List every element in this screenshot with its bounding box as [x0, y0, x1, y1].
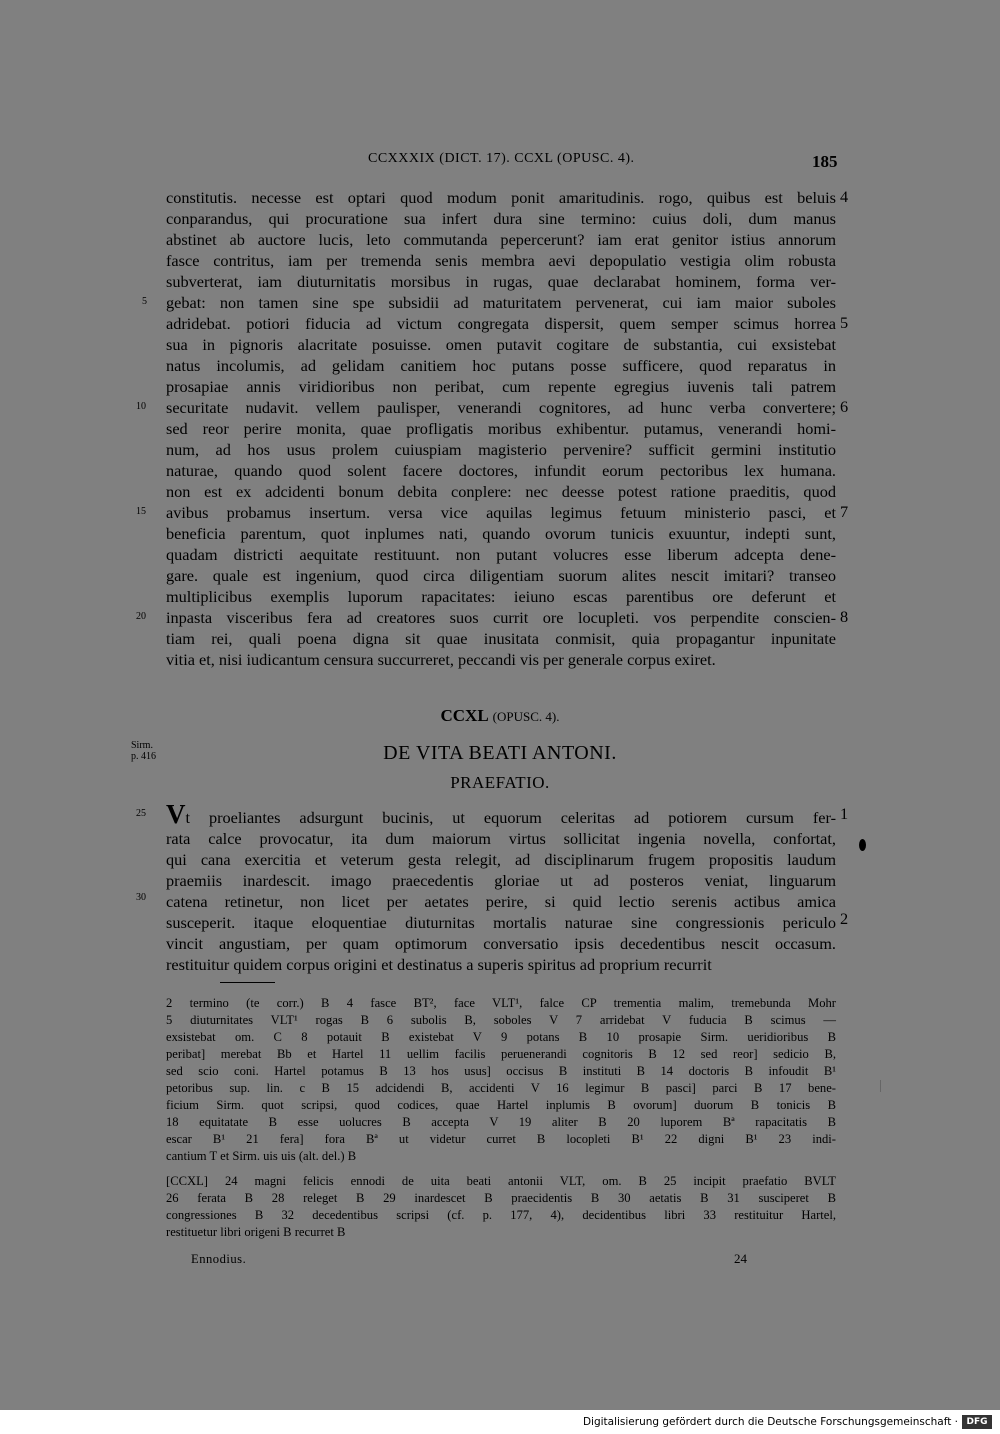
text-line: avibus probamus insertum. versa vice aquilas legimus fetuum ministerio pasci, et — [166, 503, 836, 522]
dfg-funding-text: Digitalisierung gefördert durch die Deutsche Forschungsgemeinschaft · — [582, 1416, 958, 1428]
apparatus-line: 2 termino (te corr.) B 4 fasce BT², face VLT¹, falce CP trementia malim, tremebunda Mohr — [166, 996, 836, 1010]
line-number: 30 — [136, 892, 146, 903]
section-number-margin: 6 — [840, 397, 849, 416]
signature-mark: 24 — [734, 1251, 747, 1266]
text-line: subverterat, iam diuturnitatis morsibus in rugas, quae declarabat hominem, forma ver- — [166, 272, 836, 291]
sirm-page: p. 416 — [131, 751, 156, 762]
text-line: non est ex adcidenti bonum debita conplere: nec deesse potest ratione praeditis, quod — [166, 482, 836, 501]
text-line: num, ad hos usus prolem cuiuspiam magisterio pervenire? sufficit germini institutio — [166, 440, 836, 459]
work-title: DE VITA BEATI ANTONI. — [383, 742, 617, 764]
text-line: gare. quale est ingenium, quod circa diligentiam suorum alites nescit imitari? transeo — [166, 566, 836, 585]
apparatus-line: petoribus sup. lin. c B 15 adcidendi B, accidenti V 16 legimur B pasci] parci B 17 bene- — [166, 1081, 836, 1095]
footer-author: Ennodius. — [191, 1252, 247, 1266]
text-line: multiplicibus exemplis luporum rapacitates: ieiuno escas parentibus ore deferunt et — [166, 587, 836, 606]
apparatus-line: ficium Sirm. quot scripsi, quod codices, quae Hartel inplumis B ovorum] duorum B tonicis B — [166, 1098, 836, 1112]
text-line: vitia et, nisi iudicantum censura succurreret, peccandi vis per generale corpus exiret. — [166, 650, 716, 669]
apparatus-line: 18 equitatate B esse uolucres B accepta V 19 aliter B 20 luporem Bª rapacitatis B — [166, 1115, 836, 1129]
text-line: beneficia parentum, quot inplumes nati, quando ovorum tunicis exuuntur, indepti sunt, — [166, 524, 836, 543]
text-line: sed reor perire monita, quae profligatis moribus exhibentur. putamus, venerandi homi- — [166, 419, 836, 438]
text-line: prosapiae annis viridioribus non peribat, cum repente egregius iuvenis tali patrem — [166, 377, 836, 396]
text-line: constitutis. necesse est optari quod modum ponit amaritudinis. rogo, quibus est beluis — [166, 188, 836, 207]
text-line: susceperit. itaque eloquentiae diuturnitas mortalis naturae sine congressionis periculo — [166, 913, 836, 932]
text-line — [166, 799, 836, 829]
text-line: catena retinetur, non licet per aetates perire, si quid lectio serenis actibus amica — [166, 892, 836, 911]
latin-text-block-2 — [166, 799, 836, 975]
ink-blot-mark — [859, 839, 866, 851]
apparatus-line: congressiones B 32 decedentibus scripsi (cf. p. 177, 4), decidentibus libri 33 restituitur Hartel, — [166, 1208, 836, 1222]
apparatus-line: 26 ferata B 28 releget B 29 inardescet B praecidentis B 30 aetatis B 31 susciperet B — [166, 1191, 836, 1205]
text-line: praemiis inardescit. imago praecedentis gloriae ut ad posteros veniat, linguarum — [166, 871, 836, 890]
apparatus-line: sed scio coni. Hartel potamus B 13 hos usus] occisus B instituti B 14 doctoris B infoudit B¹ — [166, 1064, 836, 1078]
text-line: abstinet ab auctore lucis, leto commutanda pepercerunt? iam erat genitor istius annorum — [166, 230, 836, 249]
section-number-margin: 1 — [840, 804, 849, 823]
latin-text-block-1 — [166, 187, 836, 670]
text-line: inpasta visceribus fera ad creatores suos currit ore locupleti. vos perpendite conscien- — [166, 608, 836, 627]
text-line: natus incolumis, ad gelidam canitiem hoc putans posse sufficere, quod reparatus in — [166, 356, 836, 375]
line-number: 5 — [142, 296, 147, 307]
text-line: gebat: non tamen sine spe subsidii ad maturitatem pervenerat, cui iam maior suboles — [166, 293, 836, 312]
dfg-footer-bar — [0, 1410, 1000, 1434]
apparatus-line: 5 diuturnitates VLT¹ rogas B 6 subolis B, soboles V 7 arridebat V fuducia B scimus — — [166, 1013, 836, 1027]
text-line: sua in pignoris alacritate posuisse. omen putavit cogitare de substantia, cui exsistebat — [166, 335, 836, 354]
critical-apparatus-1 — [166, 995, 836, 1165]
preface-heading: PRAEFATIO. — [450, 773, 550, 792]
apparatus-line: escar B¹ 21 fera] fora Bª ut videtur curret B locopleti B¹ 22 digni B¹ 23 indi- — [166, 1132, 836, 1146]
text-line: tiam rei, quali poena digna sit quae inusitata conmisit, quia propagantur inpunitate — [166, 629, 836, 648]
line-number: 25 — [136, 808, 146, 819]
text-line: rata calce provocatur, ita dum maiorum virtus sollicitat ingenia novella, confortat, — [166, 829, 836, 848]
scan-artifact-line — [880, 1080, 881, 1092]
section-number-margin: 2 — [840, 909, 849, 928]
dfg-logo-icon: DFG — [962, 1415, 992, 1429]
section-number-margin: 7 — [840, 502, 849, 521]
text-line: qui cana exercitia et veterum gesta relegit, ad disciplinarum frugem propositis laudum — [166, 850, 836, 869]
section-number: CCXL — [440, 706, 489, 725]
text-line: restituitur quidem corpus origini et destinatus a superis spiritus ad proprium recurrit — [166, 955, 712, 974]
section-number-margin: 5 — [840, 313, 849, 332]
drop-cap: V — [166, 799, 186, 829]
sirm-label: Sirm. — [131, 740, 153, 751]
apparatus-line: [CCXL] 24 magni felicis ennodi de uita beati antonii VLT, om. B 25 incipit praefatio BVLT — [166, 1174, 836, 1188]
text-line: securitate nudavit. vellem paulisper, venerandi cognitores, ad hunc verba convertere; — [166, 398, 836, 417]
apparatus-line: exsistebat om. C 8 potauit B existebat V 9 potans B 10 prosapie Sirm. ueridioribus B — [166, 1030, 836, 1044]
apparatus-line: peribat] merebat Bb et Hartel 11 uellim facilis peruenerandi cognitoris B 12 sed reor] sedicio B, — [166, 1047, 836, 1061]
text-line: quadam districti aequitate restituunt. non putant volucres esse liberum adcepta dene- — [166, 545, 836, 564]
apparatus-line: restituetur libri origeni B recurret B — [166, 1225, 346, 1239]
footnote-rule — [220, 982, 275, 983]
line-number: 10 — [136, 401, 146, 412]
section-heading — [0, 706, 1000, 726]
apparatus-line: cantium T et Sirm. uis uis (alt. del.) B — [166, 1149, 357, 1163]
page-number: 185 — [812, 152, 838, 171]
line-number: 15 — [136, 506, 146, 517]
text-line: fasce contritus, iam per tremenda senis membra aevi depopulatio vestigia olim robusta — [166, 251, 836, 270]
text-line: conparandus, qui procuratione sua infert dura sine termino: cuius doli, dum manus — [166, 209, 836, 228]
section-note: (OPUSC. 4). — [492, 709, 560, 724]
critical-apparatus-2 — [166, 1173, 836, 1241]
text-line-rest: t proeliantes adsurgunt bucinis, ut equorum celeritas ad potiorem cursum fer- — [185, 808, 836, 827]
text-line: vincit angustiam, per quam optimorum conversatio ipsis decedentibus nescit occasum. — [166, 934, 836, 953]
running-head: CCXXXIX (DICT. 17). CCXL (OPUSC. 4). — [368, 151, 635, 166]
text-line: adridebat. potiori fiducia ad victum congregata dispersit, quem semper scimus horrea — [166, 314, 836, 333]
text-line: naturae, quando quod solent facere doctores, infundit eorum pectoribus lex humana. — [166, 461, 836, 480]
section-number-margin: 8 — [840, 607, 849, 626]
line-number: 20 — [136, 611, 146, 622]
section-number-margin: 4 — [840, 187, 849, 206]
